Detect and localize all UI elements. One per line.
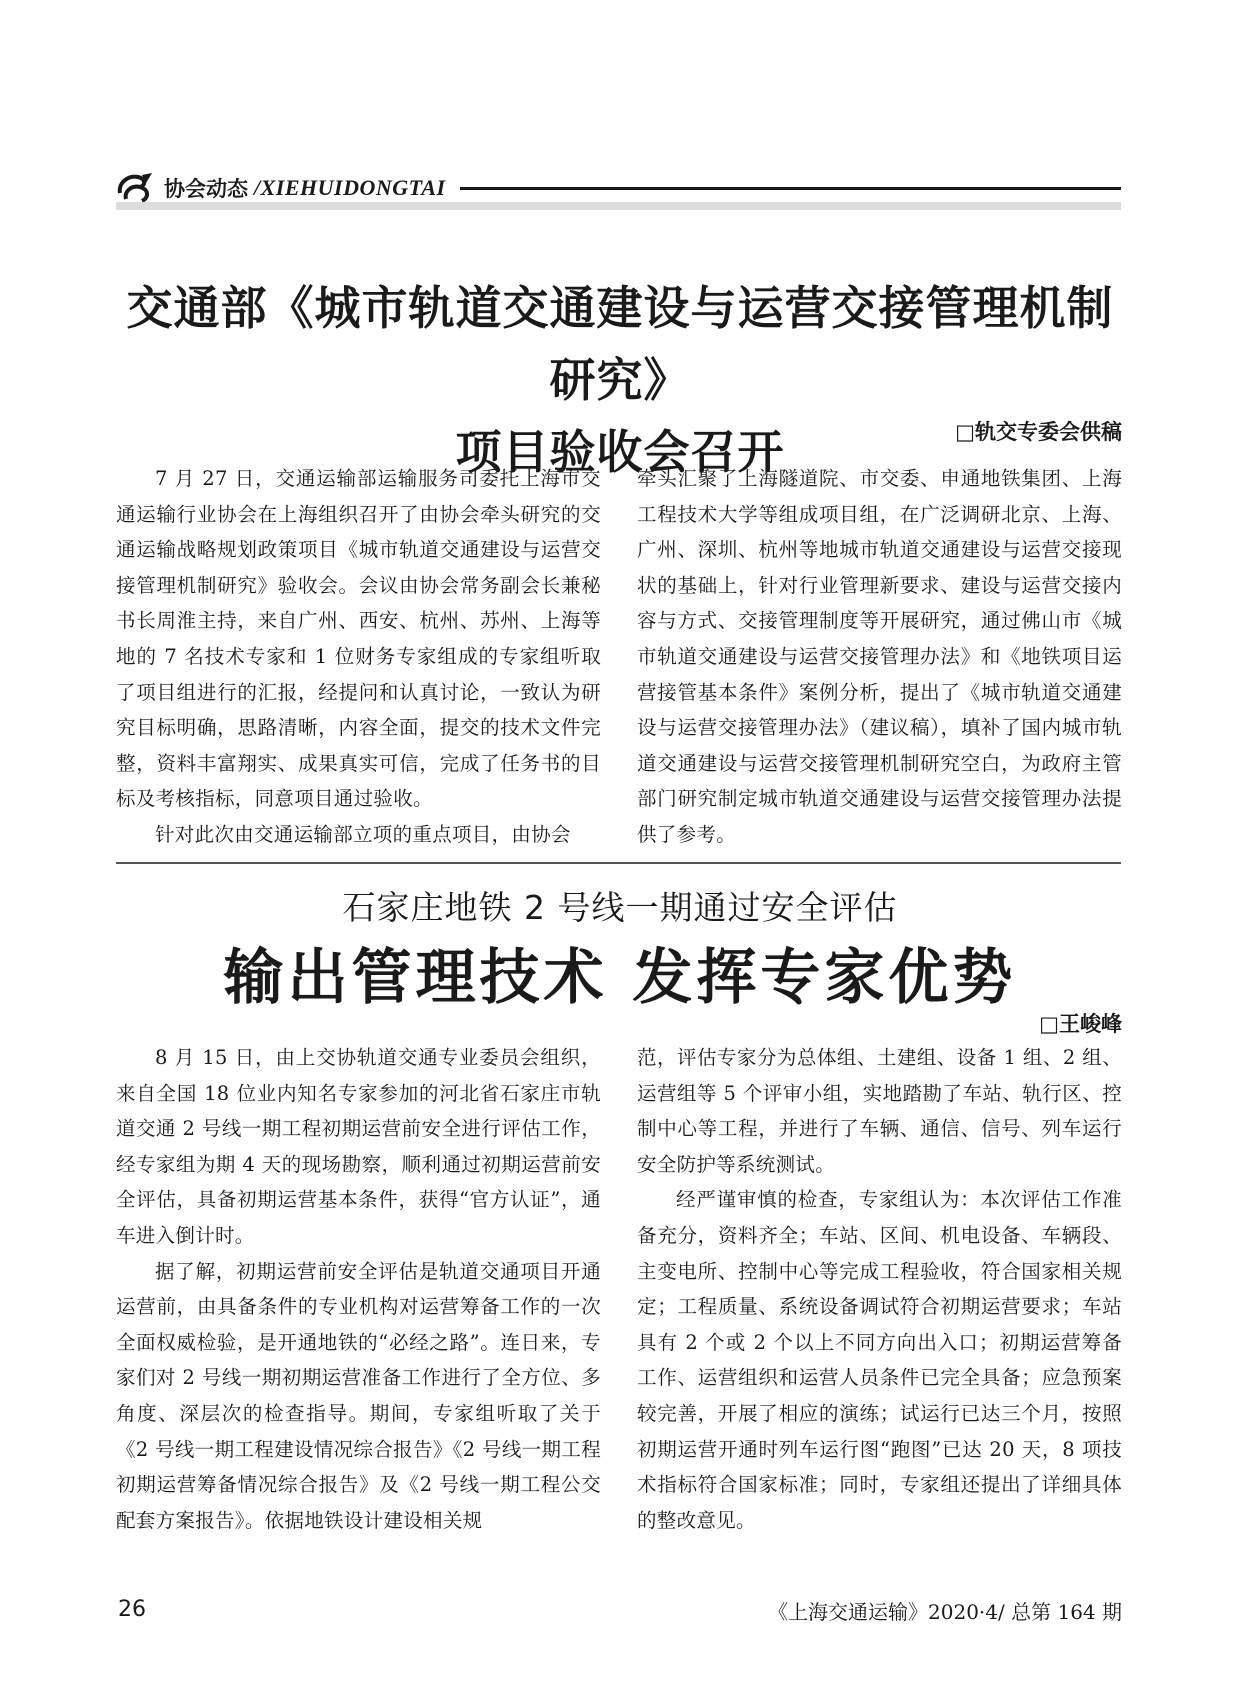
article2-byline: □王峻峰	[1039, 1012, 1122, 1036]
article1-right-column	[637, 461, 1122, 853]
article2-paragraph: 据了解，初期运营前安全评估是轨道交通项目开通运营前，由具备条件的专业机构对运营筹备工作的一次全面权威检验，是开通地铁的“必经之路”。连日来，专家们对 2 号线一期初期运营准备工作进行了全方位、多角度、深层次的检查指导。期间，专家组听取了关于《2 号线一期工程建设情况综合报告》《2 号线一期工程初期运营筹备情况综合报告》及《2 号线一期工程公交配套方案报告》。依据地铁设计建设相关规	[116, 1259, 601, 1532]
article2-paragraph: 8 月 15 日，由上交协轨道交通专业委员会组织，来自全国 18 位业内知名专家参加的河北省石家庄市轨道交通 2 号线一期工程初期运营前安全进行评估工作，经专家组为期 4 天的现场勘察，顺利通过初期运营前安全评估，具备初期运营基本条件，获得“官方认证”，通车进入倒计时。	[116, 1046, 601, 1247]
article1-title	[110, 272, 1130, 488]
article1-byline: □轨交专委会供稿	[955, 420, 1122, 444]
article2-right-column	[637, 1040, 1122, 1538]
article-divider	[116, 862, 1121, 864]
journal-info: 《上海交通运输》2020·4/ 总第 164 期	[768, 1600, 1122, 1624]
article1-paragraph: 牵头汇聚了上海隧道院、市交委、申通地铁集团、上海工程技术大学等组成项目组，在广泛调研北京、上海、广州、深圳、杭州等地城市轨道交通建设与运营交接现状的基础上，针对行业管理新要求、建设与运营交接内容与方式、交接管理制度等开展研究，通过佛山市《城市轨道交通建设与运营交接管理办法》和《地铁项目运营接管基本条件》案例分析，提出了《城市轨道交通建设与运营交接管理办法》（建议稿），填补了国内城市轨道交通建设与运营交接管理机制研究空白，为政府主管部门研究制定城市轨道交通建设与运营交接管理办法提供了参考。	[637, 467, 1122, 846]
article1-title-line1: 交通部《城市轨道交通建设与运营交接管理机制研究》	[126, 281, 1114, 407]
header-shade-bar	[116, 202, 1121, 210]
article1-left-column	[116, 461, 601, 853]
article2-subtitle: 石家庄地铁 2 号线一期通过安全评估	[342, 888, 898, 927]
article2-paragraph: 范，评估专家分为总体组、土建组、设备 1 组、2 组、运营组等 5 个评审小组，实地踏勘了车站、轨行区、控制中心等工程，并进行了车辆、通信、信号、列车运行安全防护等系统测试。	[637, 1046, 1122, 1176]
association-logo-icon	[116, 171, 156, 205]
article2-paragraph: 经严谨审慎的检查，专家组认为：本次评估工作准备充分，资料齐全；车站、区间、机电设备、车辆段、主变电所、控制中心等完成工程验收，符合国家相关规定；工程质量、系统设备调试符合初期运营要求；车站具有 2 个或 2 个以上不同方向出入口；初期运营筹备工作、运营组织和运营人员条件已完全具备；应急预案较完善，开展了相应的演练；试运行已达三个月，按照初期运营开通时列车运行图“跑图”已达 20 天，8 项技术指标符合国家标准；同时，专家组还提出了详细具体的整改意见。	[637, 1188, 1122, 1532]
section-title-en: /XIEHUIDONGTAI	[254, 175, 446, 200]
article1-paragraph: 7 月 27 日，交通运输部运输服务司委托上海市交通运输行业协会在上海组织召开了由协会牵头研究的交通运输战略规划政策项目《城市轨道交通建设与运营交接管理机制研究》验收会。会议由协会常务副会长兼秘书长周淮主持，来自广州、西安、杭州、苏州、上海等地的 7 名技术专家和 1 位财务专家组成的专家组听取了项目组进行的汇报，经提问和认真讨论，一致认为研究目标明确，思路清晰，内容全面，提交的技术文件完整，资料丰富翔实、成果真实可信，完成了任务书的目标及考核指标，同意项目通过验收。	[116, 467, 601, 811]
article1-title-line2: 项目验收会召开	[455, 425, 785, 479]
section-header	[116, 170, 1121, 206]
article2-title: 输出管理技术 发挥专家优势	[223, 943, 1017, 1013]
page-number: 26	[118, 1597, 146, 1622]
article1-paragraph: 针对此次由交通运输部立项的重点项目，由协会	[155, 822, 571, 846]
section-title-cn: 协会动态	[164, 177, 248, 201]
article2-left-column	[116, 1040, 601, 1538]
header-rule	[460, 187, 1121, 190]
